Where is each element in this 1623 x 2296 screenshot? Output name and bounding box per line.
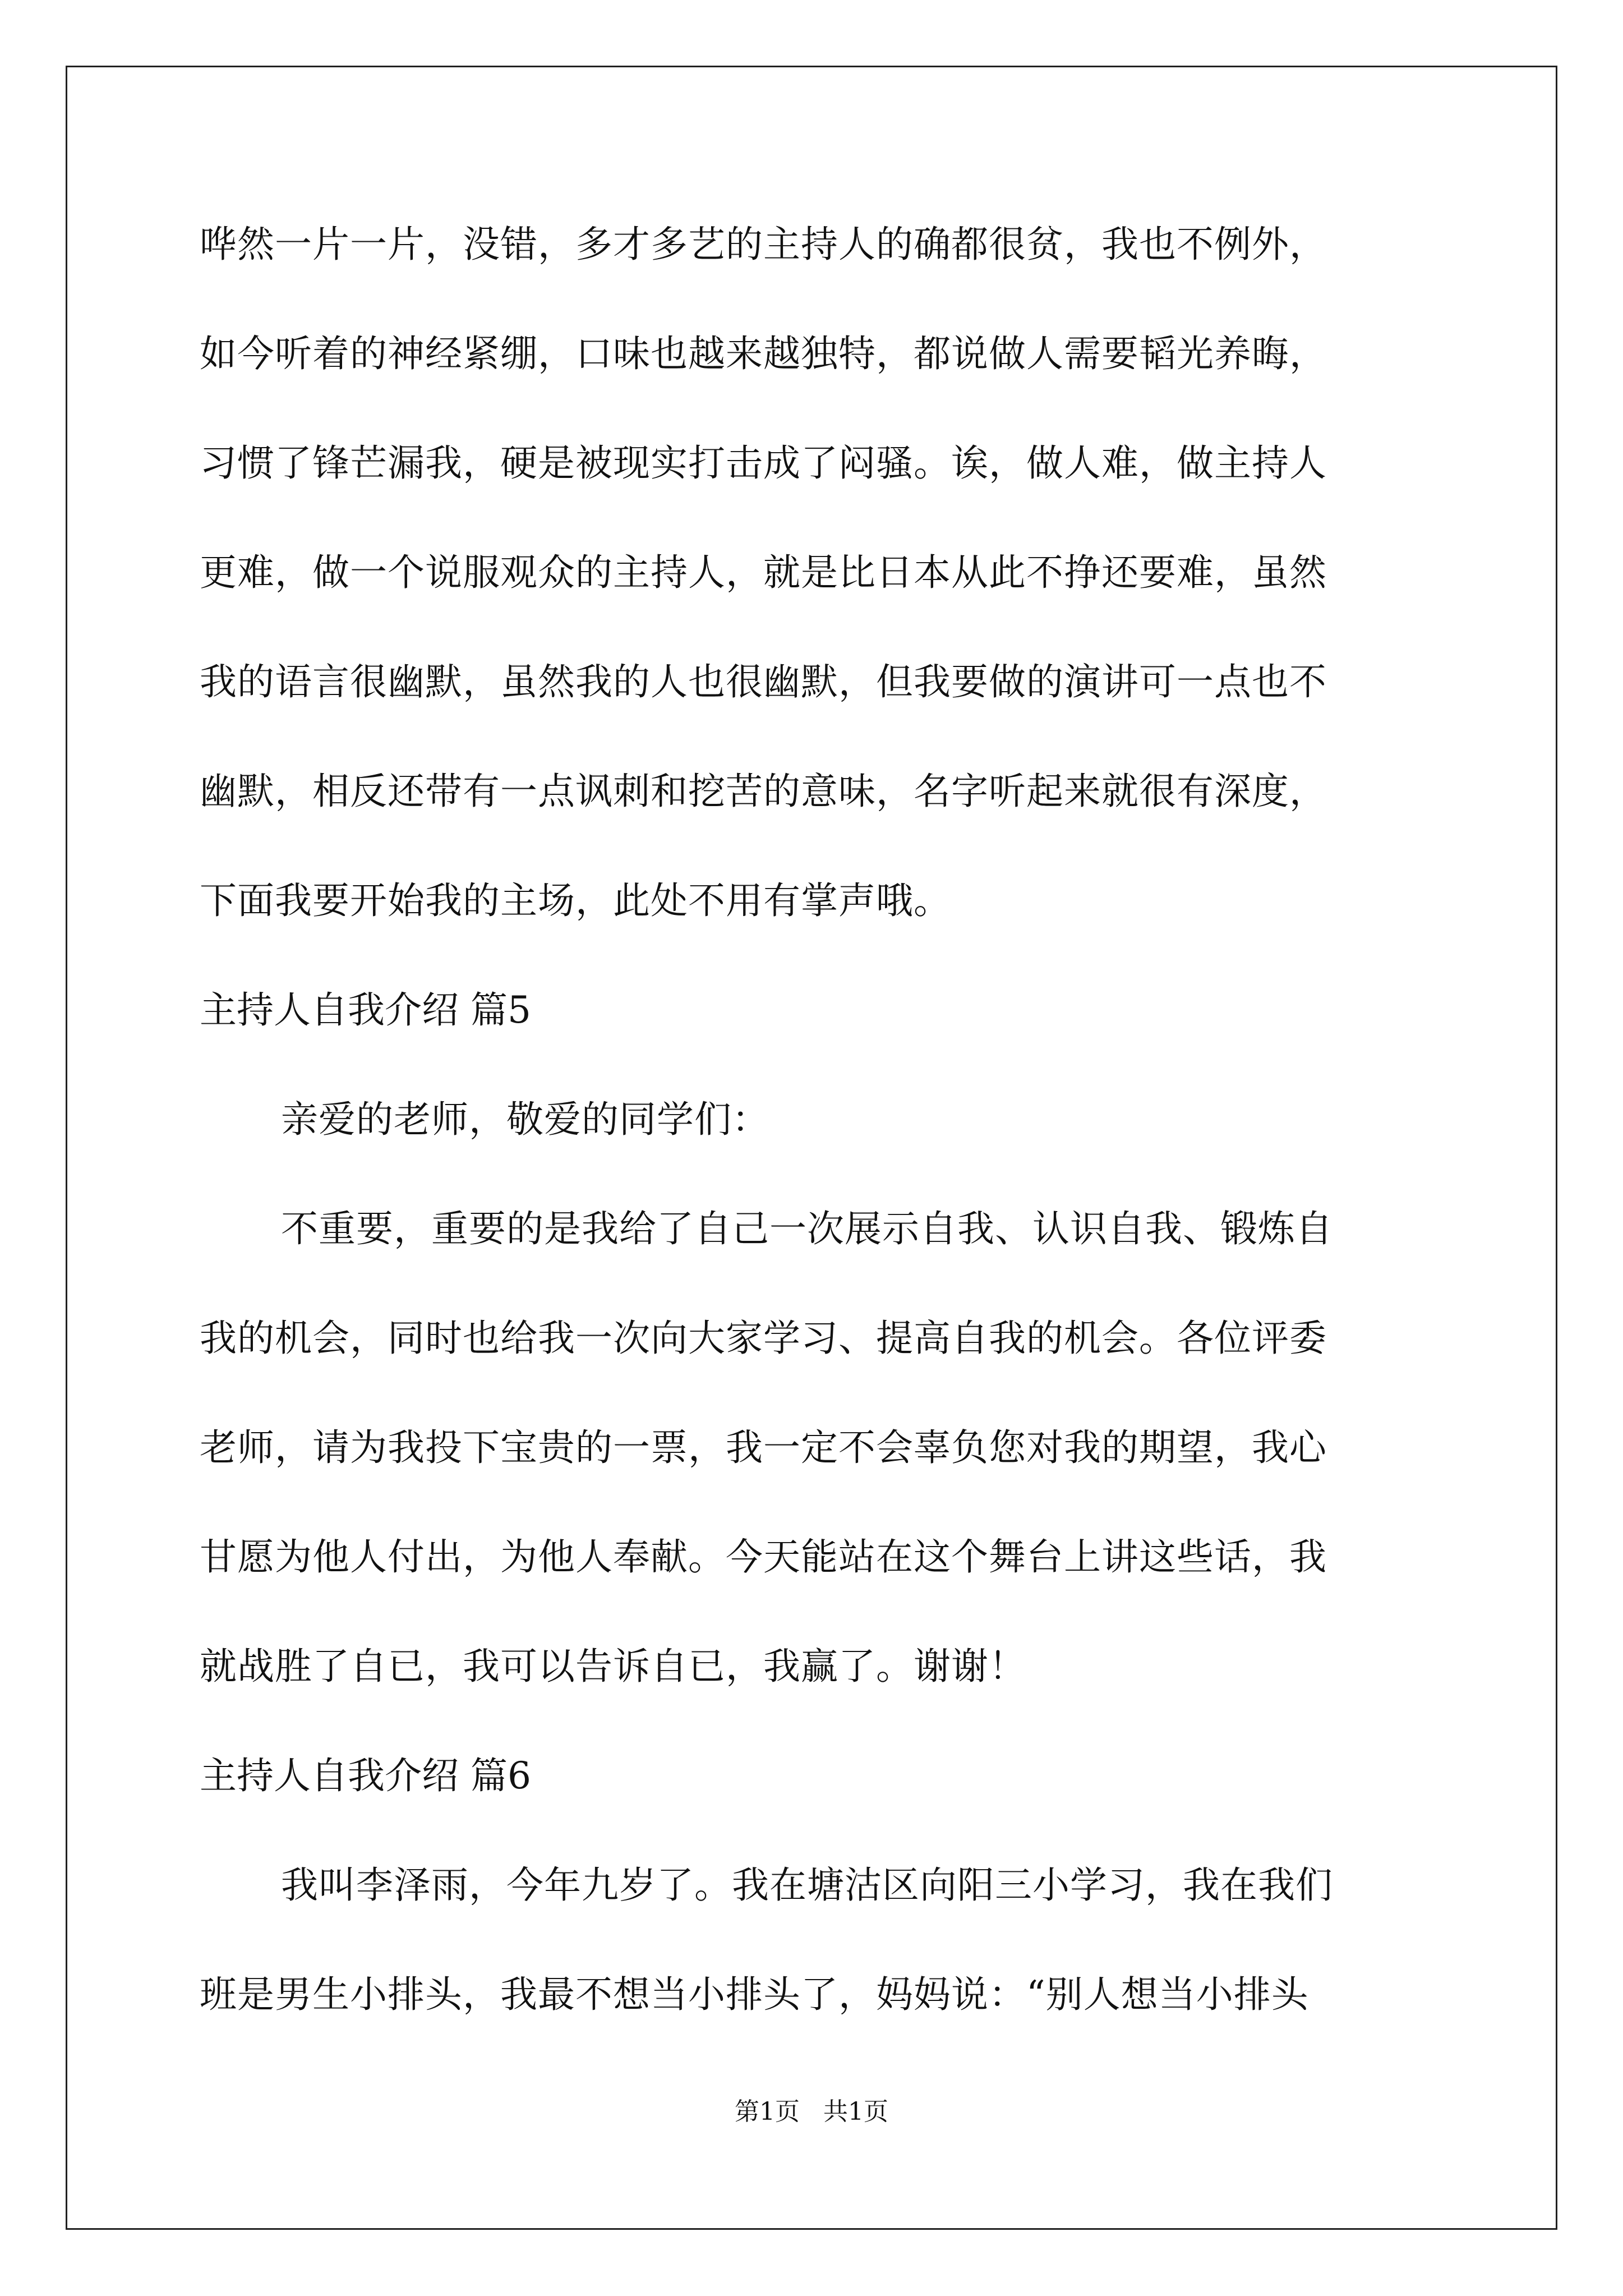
section-heading-5: 主持人自我介绍 篇5 xyxy=(200,988,531,1032)
paragraph-line: 下面我要开始我的主场，此处不用有掌声哦。 xyxy=(200,879,951,922)
paragraph-line: 我叫李泽雨，今年九岁了。我在塘沽区向阳三小学习，我在我们 xyxy=(281,1864,1333,1907)
paragraph-line: 班是男生小排头，我最不想当小排头了，妈妈说：“别人想当小排头 xyxy=(200,1973,1309,2016)
paragraph-line: 不重要，重要的是我给了自己一次展示自我、认识自我、锻炼自 xyxy=(281,1207,1333,1250)
document-body xyxy=(200,211,1428,2070)
paragraph-line: 幽默，相反还带有一点讽刺和挖苦的意味，名字听起来就很有深度， xyxy=(200,770,1327,813)
page-footer: 第1页 共1页 xyxy=(735,2097,888,2126)
paragraph-line: 习惯了锋芒漏我，硬是被现实打击成了闷骚。诶，做人难，做主持人 xyxy=(200,441,1327,485)
paragraph-line: 老师，请为我投下宝贵的一票，我一定不会辜负您对我的期望，我心 xyxy=(200,1426,1327,1469)
paragraph-line: 就战胜了自已，我可以告诉自已，我赢了。谢谢！ xyxy=(200,1645,1026,1688)
paragraph-line: 甘愿为他人付出，为他人奉献。今天能站在这个舞台上讲这些话，我 xyxy=(200,1535,1327,1579)
section-heading-6: 主持人自我介绍 篇6 xyxy=(200,1754,531,1797)
paragraph-line: 哗然一片一片，没错，多才多艺的主持人的确都很贫，我也不例外， xyxy=(200,223,1327,266)
salutation: 亲爱的老师，敬爱的同学们： xyxy=(281,1098,769,1141)
paragraph-line: 如今听着的神经紧绷，口味也越来越独特，都说做人需要韬光养晦， xyxy=(200,332,1327,375)
paragraph-line: 我的机会，同时也给我一次向大家学习、提高自我的机会。各位评委 xyxy=(200,1317,1327,1360)
paragraph-line: 我的语言很幽默，虽然我的人也很幽默，但我要做的演讲可一点也不 xyxy=(200,660,1327,703)
paragraph-line: 更难，做一个说服观众的主持人，就是比日本从此不挣还要难，虽然 xyxy=(200,551,1327,594)
